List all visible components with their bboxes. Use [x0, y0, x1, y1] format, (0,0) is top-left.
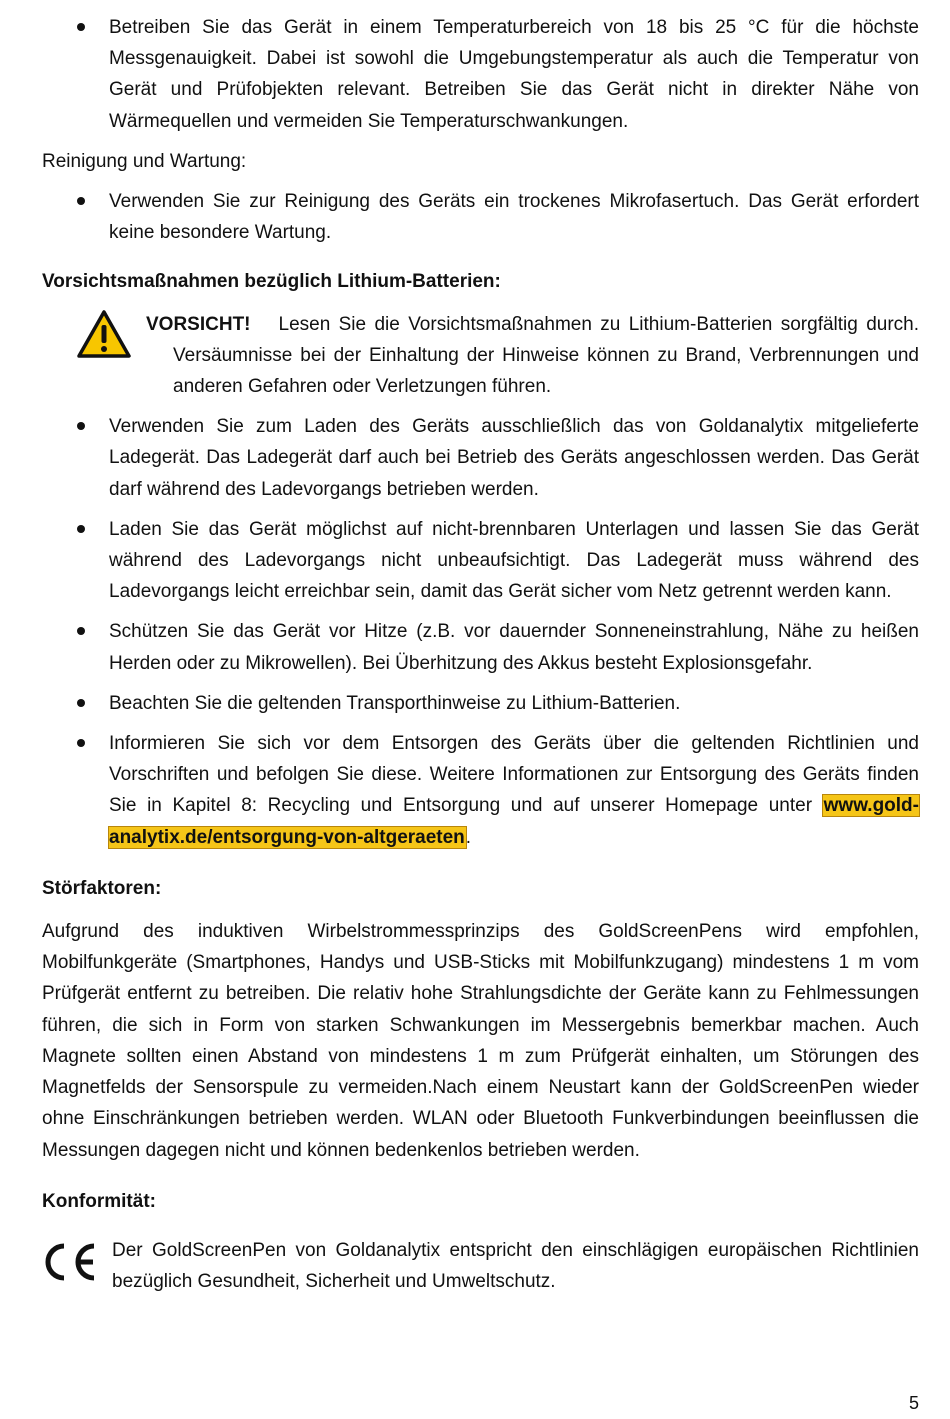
- ce-mark-icon: [42, 1241, 98, 1283]
- page-content: [42, 12, 919, 1297]
- warning-text: [42, 309, 919, 403]
- page-number: 5: [908, 1393, 919, 1413]
- warning-block: [42, 309, 919, 403]
- conformity-heading: Konformität:: [42, 1190, 156, 1212]
- interference-paragraph: Aufgrund des induktiven Wirbelstrommessprinzips des GoldScreenPens wird empfohlen, Mobilfunkgeräte (Smartphones, Handys und USB-Sticks mit Mobilfunkzugang) mindestens 1 m vom Prüfgerät entfernt zu betreiben. Die relativ hohe Strahlungsdichte der Geräte kann zu Fehlmessungen führen, die sich in Form von starken Schwankungen im Messergebnis bemerkbar machen. Auch Magnete sollten einen Abstand von mindestens 1 m zum Prüfgerät einhalten, um Störungen des Magnetfelds der Sensorspule zu vermeiden.Nach einem Neustart kann der GoldScreenPen wieder ohne Einschränkungen betrieben werden. WLAN oder Bluetooth Funkverbindungen beeinflussen die Messungen dagegen nicht und können bedenkenlos betrieben werden.: [42, 921, 919, 1161]
- list-item-transport: Beachten Sie die geltenden Transporthinweise zu Lithium-Batterien.: [42, 688, 919, 719]
- list-item-heat: Schützen Sie das Gerät vor Hitze (z.B. vor dauernder Sonneneinstrahlung, Nähe zu heißen Herden oder zu Mikrowellen). Bei Überhitzung des Akkus besteht Explosionsgefahr.: [42, 616, 919, 678]
- warning-label: VORSICHT!: [146, 313, 251, 335]
- warning-body: Lesen Sie die Vorsichtsmaßnahmen zu Lithium-Batterien sorgfältig durch. Versäumnisse bei der Einhaltung der Hinweise können zu Brand, Verbrennungen und anderen Gefahren oder Verletzungen führen.: [173, 313, 919, 398]
- list-item-disposal: [42, 728, 919, 853]
- interference-heading: Störfaktoren:: [42, 877, 162, 899]
- lithium-heading: Vorsichtsmaßnahmen bezüglich Lithium-Batterien:: [42, 271, 501, 293]
- disposal-end: .: [465, 826, 472, 848]
- warning-triangle-icon: [76, 309, 132, 359]
- list-item-temperature: Betreiben Sie das Gerät in einem Temperaturbereich von 18 bis 25 °C für die höchste Messgenauigkeit. Dabei ist sowohl die Umgebungstemperatur als auch die Temperatur von Gerät und Prüfobjekten relevant. Betreiben Sie das Gerät nicht in direkter Nähe von Wärmequellen und vermeiden Sie Temperaturschwankungen.: [42, 12, 919, 137]
- cleaning-label: Reinigung und Wartung:: [42, 150, 247, 172]
- list-item-cleaning: Verwenden Sie zur Reinigung des Geräts ein trockenes Mikrofasertuch. Das Gerät erfordert keine besondere Wartung.: [42, 186, 919, 248]
- disposal-text: Informieren Sie sich vor dem Entsorgen des Geräts über die geltenden Richtlinien und Vorschriften und befolgen Sie diese. Weitere Informationen zur Entsorgung des Geräts finden Sie in Kapitel 8: Recycling und Entsorgung und auf unserer Homepage unter: [109, 733, 919, 817]
- list-item-charger: Verwenden Sie zum Laden des Geräts ausschließlich das von Goldanalytix mitgelieferte Ladegerät. Das Ladegerät darf auch bei Betrieb des Geräts angeschlossen werden. Das Gerät darf während des Ladevorgangs betrieben werden.: [42, 411, 919, 505]
- conformity-text: Der GoldScreenPen von Goldanalytix entspricht den einschlägigen europäischen Richtlinien bezüglich Gesundheit, Sicherheit und Umweltschutz.: [112, 1239, 919, 1293]
- disposal-link[interactable]: www.gold-analytix.de/entsorgung-von-altgeraeten: [109, 795, 919, 848]
- conformity-block: [42, 1235, 919, 1297]
- list-item-charging-place: Laden Sie das Gerät möglichst auf nicht-brennbaren Unterlagen und lassen Sie das Gerät während des Ladevorgangs nicht unbeaufsichtigt. Das Ladegerät muss während des Ladevorgangs leicht erreichbar sein, damit das Gerät sicher vom Netz getrennt werden kann.: [42, 514, 919, 608]
